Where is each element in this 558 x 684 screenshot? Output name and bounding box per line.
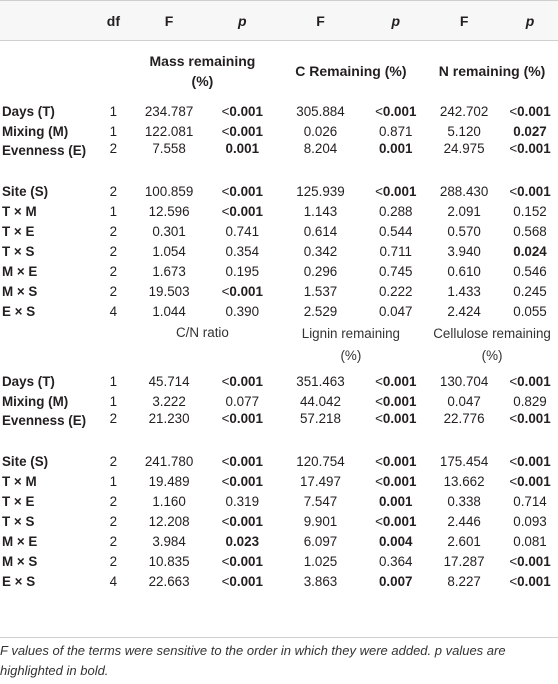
row-label: Site (S) [2, 453, 49, 469]
table-footnote: F values of the terms were sensitive to the order in which they were added. p values are highlighted in bold. [0, 637, 558, 681]
row-label: M × S [2, 553, 38, 569]
header-f3: F [459, 12, 469, 29]
row-label: Days (T) [2, 103, 55, 119]
row-df: 2 [109, 141, 118, 156]
row-p2: 0.001 [378, 493, 413, 509]
row-f1: 7.558 [152, 141, 186, 156]
row-p2: 0.007 [378, 573, 413, 589]
row-df: 2 [109, 493, 118, 509]
row-f1: 0.301 [152, 223, 186, 239]
row-f1: 3.222 [152, 393, 186, 409]
table-row [0, 221, 558, 241]
table-row [0, 451, 558, 471]
row-f3: 0.047 [447, 393, 481, 409]
row-f3: 2.091 [447, 203, 481, 219]
table-row [0, 511, 558, 531]
row-f2: 6.097 [303, 533, 338, 549]
row-f3: 175.454 [439, 453, 489, 469]
row-df: 1 [109, 103, 118, 119]
row-label: Days (T) [2, 373, 55, 389]
row-f3: 17.287 [443, 553, 485, 569]
row-df: 2 [109, 263, 118, 279]
row-df: 2 [109, 223, 118, 239]
table-row [0, 241, 558, 261]
row-label: T × S [2, 513, 35, 529]
row-f1: 19.503 [148, 283, 190, 299]
row-p1: <0.001 [221, 553, 263, 569]
table-row [0, 411, 558, 451]
row-p3: <0.001 [509, 573, 551, 589]
row-label: E × S [2, 573, 36, 589]
row-p3: 0.027 [513, 123, 547, 139]
row-p1: <0.001 [221, 103, 263, 119]
row-p3: 0.245 [513, 283, 547, 299]
row-df: 4 [109, 573, 118, 589]
row-label: T × S [2, 243, 35, 259]
row-p3: <0.001 [509, 473, 551, 489]
row-f2: 8.204 [303, 141, 338, 156]
row-p3: <0.001 [509, 553, 551, 569]
row-p3: 0.055 [513, 303, 547, 319]
header-f1: F [164, 12, 174, 29]
row-f2: 305.884 [296, 103, 345, 119]
row-p2: 0.364 [378, 553, 413, 569]
row-p2: <0.001 [375, 411, 417, 426]
row-f3: 242.702 [439, 103, 489, 119]
row-f2: 125.939 [296, 183, 345, 199]
row-p2: 0.745 [378, 263, 413, 279]
row-f3: 2.601 [447, 533, 481, 549]
row-p2: <0.001 [375, 183, 417, 199]
row-p3: 0.081 [513, 533, 547, 549]
row-f3: 24.975 [443, 141, 485, 156]
row-label: T × E [2, 493, 35, 509]
row-f1: 21.230 [148, 411, 190, 426]
row-p2: 0.001 [378, 141, 413, 156]
row-label: T × M [2, 203, 37, 219]
row-p3: 0.152 [513, 203, 547, 219]
row-f3: 2.424 [447, 303, 481, 319]
row-p1: <0.001 [221, 123, 263, 139]
row-f2: 1.143 [303, 203, 338, 219]
table-row [0, 371, 558, 391]
row-f2: 0.026 [303, 123, 338, 139]
row-f3: 13.662 [443, 473, 485, 489]
row-p3: 0.546 [513, 263, 547, 279]
row-f1: 12.208 [148, 513, 190, 529]
row-f1: 1.160 [152, 493, 186, 509]
row-f3: 1.433 [447, 283, 481, 299]
table-row [0, 571, 558, 591]
row-f1: 122.081 [144, 123, 194, 139]
row-p1: 0.195 [225, 263, 260, 279]
row-p3: 0.024 [513, 243, 547, 259]
row-label: Evenness (E) [2, 413, 87, 428]
table-row [0, 121, 558, 141]
row-df: 2 [109, 553, 118, 569]
row-f2: 7.547 [303, 493, 338, 509]
row-f2: 0.342 [303, 243, 338, 259]
row-p2: <0.001 [375, 373, 417, 389]
row-f2: 9.901 [303, 513, 338, 529]
row-p1: <0.001 [221, 373, 263, 389]
row-p1: 0.023 [225, 533, 260, 549]
row-f3: 2.446 [447, 513, 481, 529]
row-label: E × S [2, 303, 36, 319]
row-f1: 1.673 [152, 263, 186, 279]
row-f2: 17.497 [299, 473, 341, 489]
table-row [0, 101, 558, 121]
table-row [0, 491, 558, 511]
row-df: 1 [109, 203, 118, 219]
row-p1: 0.354 [225, 243, 260, 259]
row-df: 1 [109, 123, 118, 139]
table-row [0, 261, 558, 281]
row-p3: 0.714 [513, 493, 547, 509]
row-p2: 0.047 [378, 303, 413, 319]
row-p2: 0.871 [378, 123, 413, 139]
row-f1: 10.835 [148, 553, 190, 569]
group-lignin-remaining: Lignin remaining (%) [301, 326, 401, 363]
row-p3: <0.001 [509, 183, 551, 199]
row-f1: 234.787 [144, 103, 194, 119]
row-f2: 44.042 [299, 393, 341, 409]
row-f1: 12.596 [148, 203, 190, 219]
row-label: Site (S) [2, 183, 49, 199]
header-row [0, 1, 558, 41]
row-f1: 45.714 [148, 373, 190, 389]
row-p2: 0.004 [378, 533, 413, 549]
table-row [0, 391, 558, 411]
header-p3: p [525, 12, 535, 29]
row-p1: 0.001 [225, 141, 260, 156]
row-label: M × E [2, 533, 38, 549]
table-row [0, 471, 558, 491]
row-label: M × S [2, 283, 38, 299]
row-df: 2 [109, 283, 118, 299]
row-p1: <0.001 [221, 411, 263, 426]
row-p1: <0.001 [221, 453, 263, 469]
row-p1: <0.001 [221, 283, 263, 299]
row-p3: 0.829 [513, 393, 547, 409]
row-p1: 0.741 [225, 223, 260, 239]
row-p2: 0.222 [378, 283, 413, 299]
row-p1: 0.077 [225, 393, 260, 409]
header-p1: p [237, 12, 247, 29]
row-f1: 3.984 [152, 533, 186, 549]
row-p1: <0.001 [221, 573, 263, 589]
row-f3: 0.570 [447, 223, 481, 239]
row-f1: 1.044 [152, 303, 186, 319]
row-f1: 241.780 [144, 453, 194, 469]
row-f2: 0.296 [303, 263, 338, 279]
row-f3: 22.776 [443, 411, 485, 426]
row-label: M × E [2, 263, 38, 279]
group-cn-ratio: C/N ratio [176, 325, 229, 340]
group-n-remaining: N remaining (%) [438, 63, 546, 79]
row-p3: <0.001 [509, 141, 551, 156]
header-f2: F [316, 12, 325, 29]
table-row [0, 301, 558, 321]
row-f2: 1.537 [303, 283, 338, 299]
row-p3: 0.568 [513, 223, 547, 239]
row-df: 1 [109, 373, 118, 389]
table-row [0, 201, 558, 221]
row-label: Mixing (M) [2, 393, 69, 409]
row-p1: <0.001 [221, 513, 263, 529]
group-c-remaining: C Remaining (%) [295, 63, 407, 79]
row-label: Evenness (E) [2, 143, 87, 158]
table-row [0, 141, 558, 181]
row-f3: 0.338 [447, 493, 481, 509]
row-f3: 0.610 [447, 263, 481, 279]
row-df: 2 [109, 411, 118, 426]
row-df: 2 [109, 183, 118, 199]
row-f2: 2.529 [303, 303, 338, 319]
row-f1: 100.859 [144, 183, 194, 199]
row-f2: 120.754 [296, 453, 345, 469]
row-f3: 5.120 [447, 123, 481, 139]
header-df: df [106, 12, 120, 29]
row-p1: <0.001 [221, 183, 263, 199]
group-mass-remaining: Mass remaining (%) [149, 53, 256, 89]
row-f2: 57.218 [299, 411, 341, 426]
row-label: T × M [2, 473, 37, 489]
group-cellulose-remaining: Cellulose remaining (%) [433, 326, 551, 363]
row-df: 2 [109, 533, 118, 549]
table-row [0, 531, 558, 551]
row-df: 2 [109, 453, 118, 469]
row-p3: <0.001 [509, 411, 551, 426]
row-p2: 0.288 [378, 203, 413, 219]
row-p2: 0.711 [379, 243, 412, 259]
row-p3: 0.093 [513, 513, 547, 529]
header-term [0, 1, 98, 41]
row-p2: <0.001 [375, 393, 417, 409]
row-df: 1 [109, 473, 118, 489]
row-p2: <0.001 [375, 103, 417, 119]
row-df: 2 [109, 243, 118, 259]
group-header-row-top [0, 41, 558, 102]
row-f3: 288.430 [439, 183, 489, 199]
row-label: T × E [2, 223, 35, 239]
table-row [0, 181, 558, 201]
row-f3: 3.940 [447, 243, 481, 259]
row-f1: 19.489 [148, 473, 190, 489]
row-df: 1 [109, 393, 118, 409]
row-p3: <0.001 [509, 373, 551, 389]
row-p2: <0.001 [375, 473, 417, 489]
row-p1: <0.001 [221, 203, 263, 219]
row-f2: 0.614 [303, 223, 338, 239]
row-p3: <0.001 [509, 453, 551, 469]
row-p2: 0.544 [378, 223, 413, 239]
row-label: Mixing (M) [2, 123, 69, 139]
row-df: 2 [109, 513, 118, 529]
row-f1: 22.663 [148, 573, 190, 589]
row-p3: <0.001 [509, 103, 551, 119]
row-f2: 1.025 [303, 553, 338, 569]
group-header-row-bottom [0, 321, 558, 371]
table-row [0, 551, 558, 571]
row-f3: 8.227 [447, 573, 481, 589]
row-f2: 3.863 [303, 573, 338, 589]
row-p1: 0.390 [225, 303, 260, 319]
row-p1: 0.319 [225, 493, 260, 509]
header-p2: p [391, 12, 401, 29]
row-df: 4 [109, 303, 118, 319]
row-p2: <0.001 [375, 453, 417, 469]
table-row [0, 281, 558, 301]
row-p2: <0.001 [375, 513, 417, 529]
row-f1: 1.054 [152, 243, 186, 259]
row-p1: <0.001 [221, 473, 263, 489]
row-f2: 351.463 [296, 373, 345, 389]
row-f3: 130.704 [439, 373, 489, 389]
